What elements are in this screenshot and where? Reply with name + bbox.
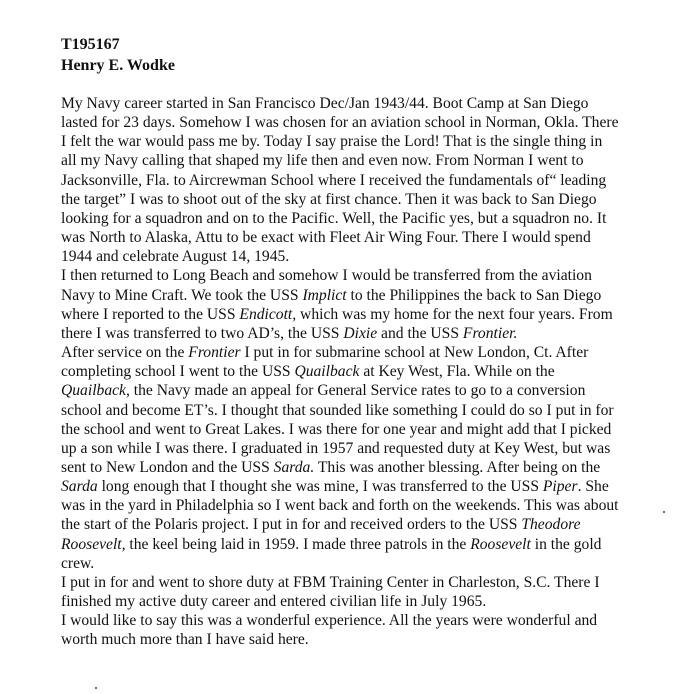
text-line [61,592,661,611]
text-segment: My Navy career started in San Francisco Dec/Jan 1943/44. Boot Camp at San Diego [61,95,589,112]
ship-name: Roosevelt [470,535,531,553]
text-segment: long enough that I thought she was mine, I was transferred to the USS [97,478,543,496]
text-segment: looking for a squadron and on to the Pacific. Well, the Pacific yes, but a squadron no. It [61,209,607,227]
text-line [61,611,661,630]
text-line [61,439,661,458]
text-line [61,630,661,649]
text-line [61,151,661,170]
text-segment: I put in for and went to shore duty at FBM Training Center in Charleston, S.C. There I [61,573,600,591]
text-segment: Jacksonville, Fla. to Aircrewman School where I received the fundamentals of“ leading [61,171,607,189]
text-segment: 1944 and celebrate August 14, 1945. [61,248,290,266]
ship-name: Implict [302,286,347,304]
text-line [61,496,661,515]
ship-name: Frontier [188,344,241,362]
ship-name: Roosevelt, [61,535,126,553]
text-line [61,535,661,554]
text-segment: which was my home for the next four years. From [296,305,613,323]
text-segment: where I reported to the USS [61,305,240,323]
text-line [61,286,661,305]
text-segment: the school and went to Great Lakes. I was there for one year and might add that I picked [61,420,612,438]
text-segment: was in the yard in Philadelphia so I went back and forth on the weekends. This was about [61,497,619,515]
text-line [61,266,661,285]
ship-name: Dixie [343,324,378,342]
text-segment: school and become ET’s. I thought that sounded like something I could do so I put in for [61,401,614,419]
text-segment: in the gold [530,535,602,553]
ship-name: Endicott, [239,305,297,323]
author-name: Henry E. Wodke [61,57,175,74]
text-line [61,171,661,190]
text-segment: there I was transferred to two AD’s, the USS [61,324,344,342]
text-segment: I felt the war would pass me by. Today I say praise the Lord! That is the single thing in [61,133,603,151]
text-segment: the keel being laid in 1959. I made three patrols in the [125,535,471,553]
text-segment: the target” I was to shoot out of the sky at first chance. Then it was back to San Diego [61,190,597,208]
ship-name: Theodore [521,516,581,534]
text-line [61,515,661,534]
text-line [61,477,661,496]
text-line [61,343,661,362]
text-segment: worth much more than I have said here. [61,631,309,649]
scan-speck [95,687,97,689]
text-line [61,458,661,477]
text-segment: lasted for 23 days. Somehow I was chosen for an aviation school in Norman, Okla. There [61,114,619,132]
text-segment: the Navy made an appeal for General Service rates to go to a conversion [129,382,586,400]
text-segment: . She [577,478,609,496]
text-segment: to the Philippines the back to San Diego [346,286,602,304]
text-segment: and the USS [377,324,463,342]
text-line [61,305,661,324]
scan-speck [663,511,665,513]
text-line [61,94,661,113]
text-line [61,420,661,439]
text-segment: This was another blessing. After being on the [314,458,601,476]
text-line [61,228,661,247]
text-line [61,190,661,209]
text-line [61,381,661,400]
ship-name: Sarda. [273,458,315,476]
text-line [61,324,661,343]
text-segment: up a son while I was there. I graduated in 1957 and requested duty at Key West, but was [61,439,611,457]
text-segment: completing school I went to the USS [61,363,295,381]
text-line [61,554,661,573]
text-segment: sent to New London and the USS [61,458,274,476]
ship-name: Sarda [61,478,98,496]
text-line [61,573,661,592]
text-segment: was North to Alaska, Attu to be exact with Fleet Air Wing Four. There I would spend [61,229,591,247]
text-segment: Navy to Mine Craft. We took the USS [61,286,303,304]
text-segment: at Key West, Fla. While on the [359,363,555,381]
ship-name: Quailback, [61,382,130,400]
record-id: T195167 [61,36,120,53]
text-segment: finished my active duty career and entered civilian life in July 1965. [61,593,487,611]
text-line [61,401,661,420]
text-segment: I then returned to Long Beach and somehow I would be transferred from the aviation [61,267,592,285]
ship-name: Quailback [294,363,360,381]
text-line [61,132,661,151]
ship-name: Piper [542,478,578,496]
text-segment: After service on the [61,344,189,362]
text-line [61,113,661,132]
memoir-body [61,94,661,650]
text-segment: I put in for submarine school at New London, Ct. After [240,344,589,362]
text-segment: all my Navy calling that shaped my life then and even now. From Norman I went to [61,152,584,170]
text-line [61,247,661,266]
text-segment: crew. [61,554,95,572]
ship-name: Frontier. [462,324,518,342]
text-line [61,362,661,381]
document-header [61,34,175,76]
text-segment: the start of the Polaris project. I put in for and received orders to the USS [61,516,522,534]
text-line [61,209,661,228]
text-segment: I would like to say this was a wonderful experience. All the years were wonderful and [61,612,598,630]
